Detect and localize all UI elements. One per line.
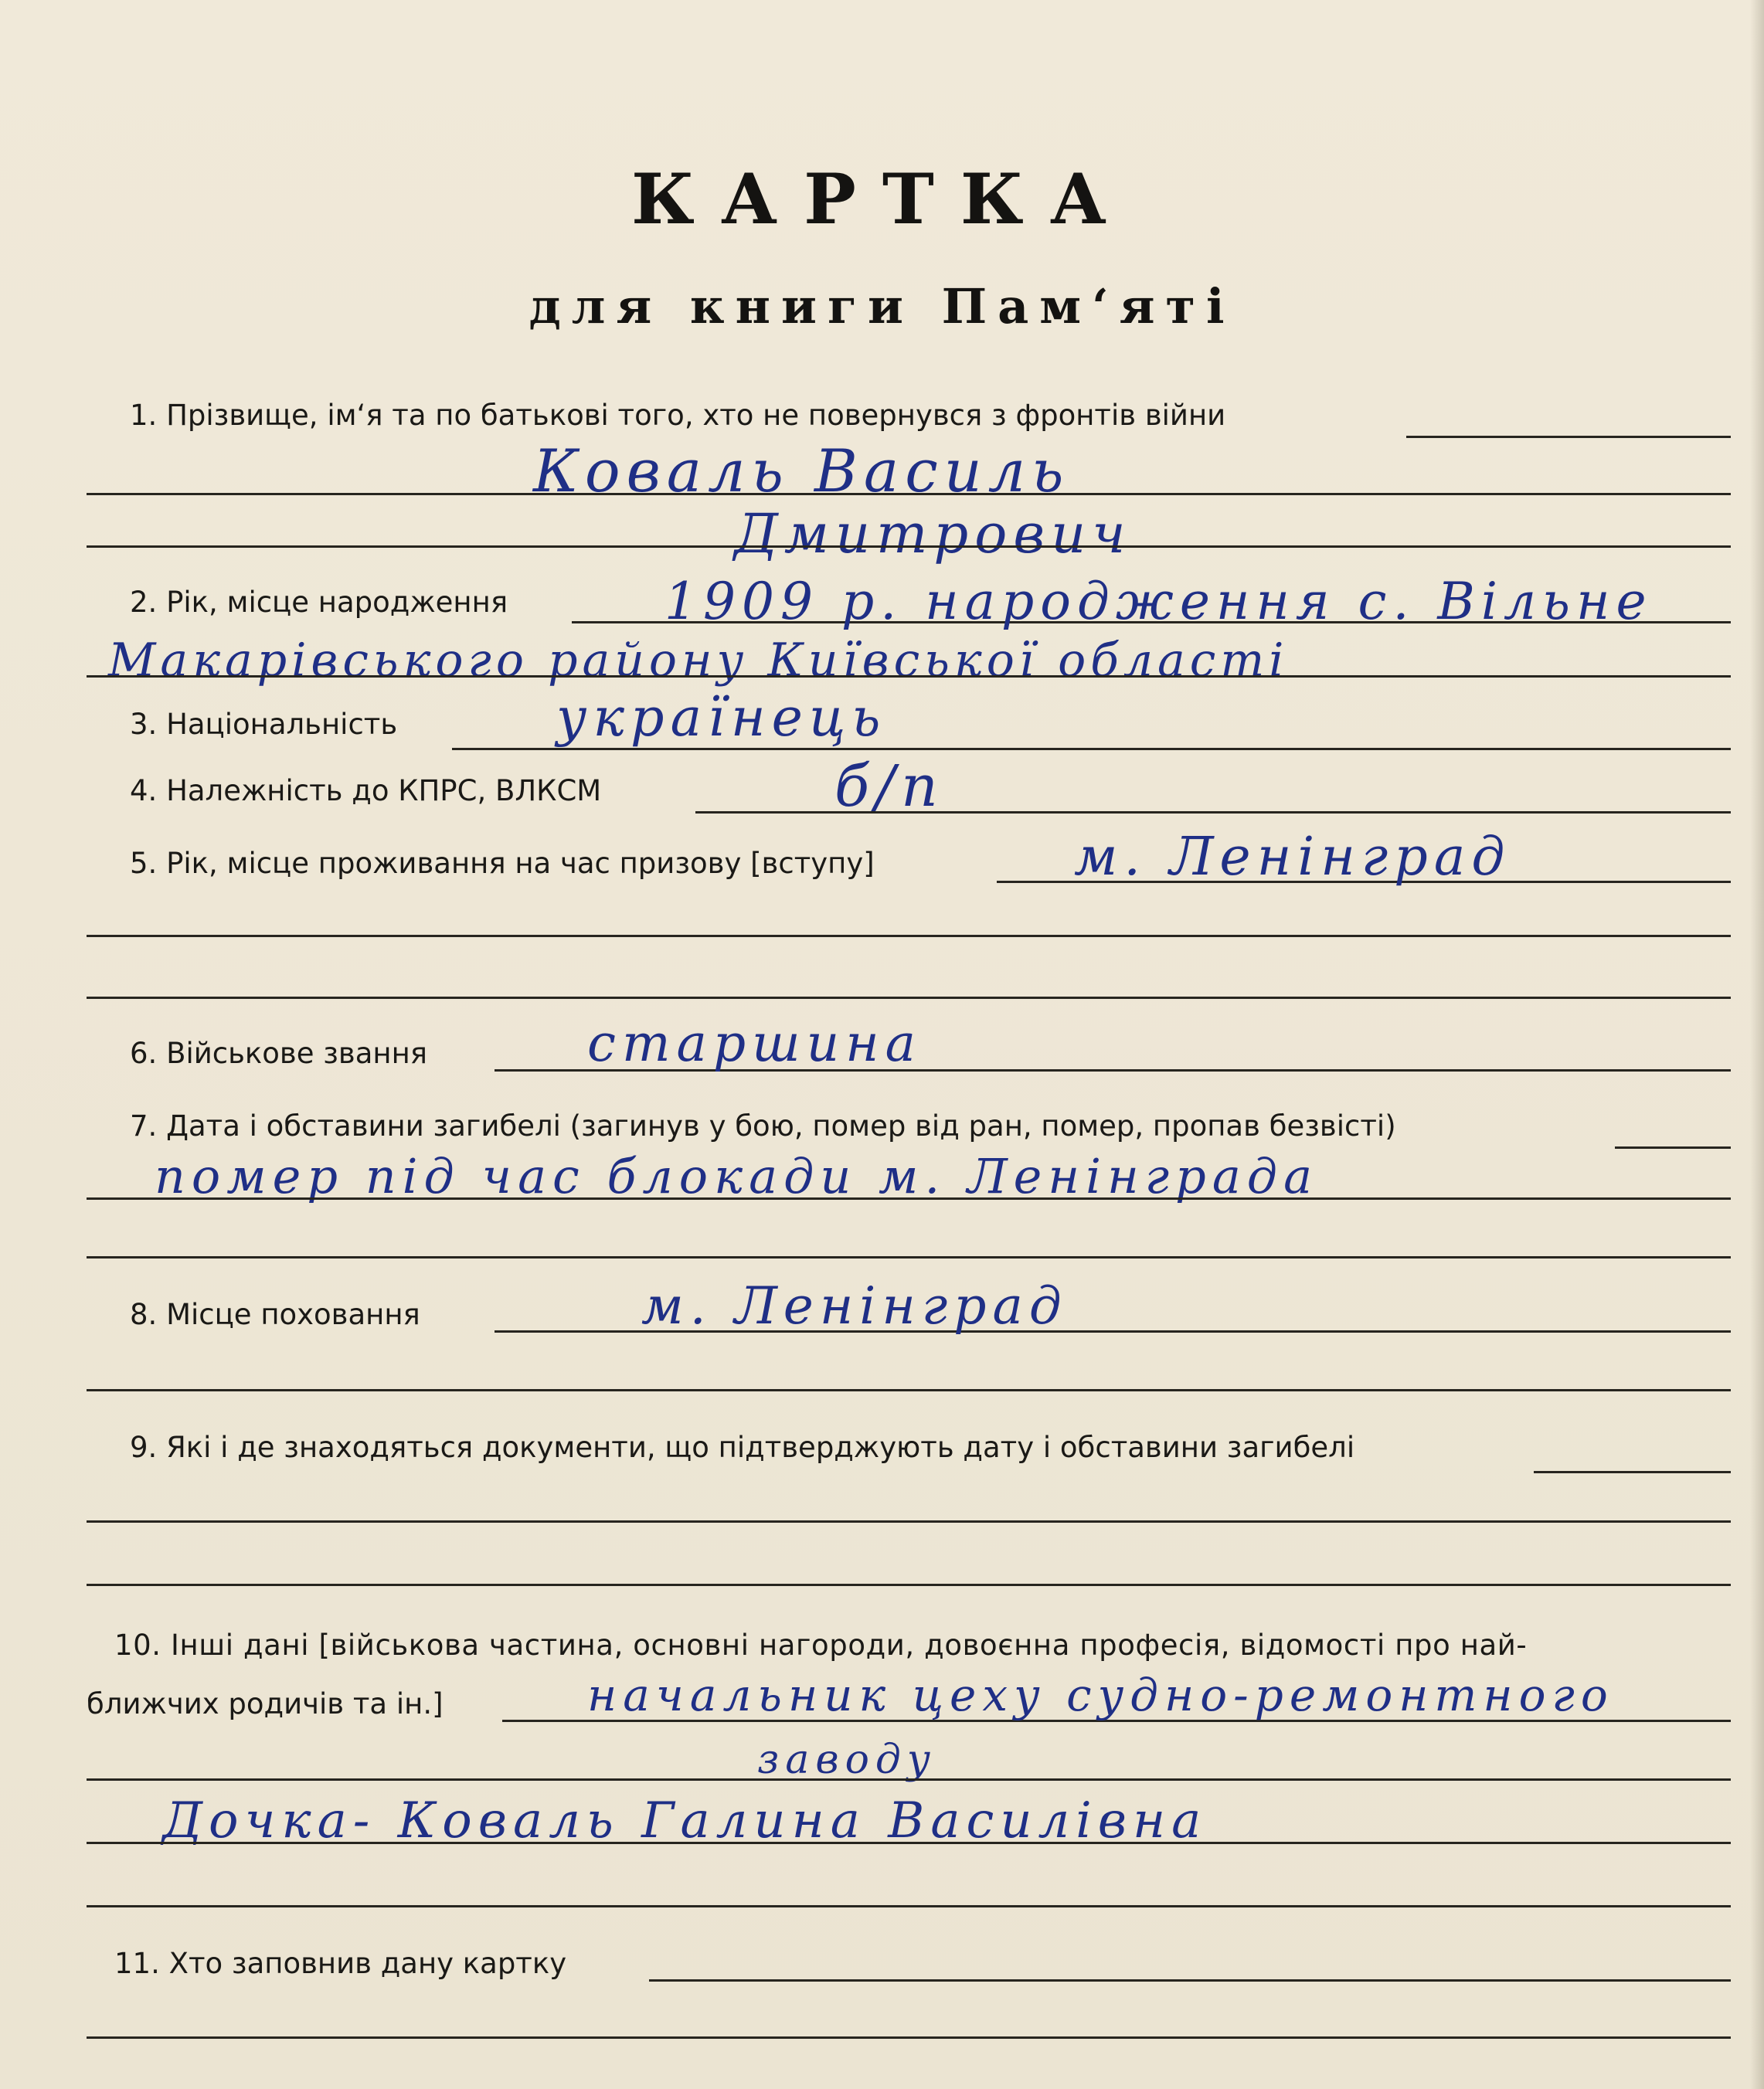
field-9-rule-3 (87, 1584, 1731, 1586)
field-4-value: б/п (834, 753, 944, 820)
field-6-label: 6. Військове звання (130, 1037, 428, 1070)
field-1-rule-2 (87, 493, 1731, 495)
field-10-value-1: начальник цеху судно-ремонтного (587, 1669, 1614, 1721)
field-11-label: 11. Хто заповнив дану картку (114, 1947, 567, 1980)
field-10-rule-4 (87, 1905, 1731, 1907)
field-5-label: 5. Рік, місце проживання на час призову [вступу] (130, 847, 875, 880)
field-8-label: 8. Місце поховання (130, 1298, 420, 1331)
field-10-value-3: Дочка- Коваль Галина Василівна (162, 1792, 1208, 1850)
field-9-label: 9. Які і де знаходяться документи, що підтверджують дату і обставини загибелі (130, 1431, 1355, 1464)
field-9-rule-2 (87, 1520, 1731, 1523)
field-5-rule-3 (87, 997, 1731, 999)
field-10-label: 10. Інші дані [військова частина, основні нагороди, довоєнна професія, відомості про най- (114, 1629, 1528, 1662)
field-11-rule (649, 1979, 1731, 1982)
field-10-rule-3 (87, 1842, 1731, 1844)
field-7-rule-3 (87, 1256, 1731, 1258)
field-1-value-2: Дмитрович (734, 502, 1132, 566)
field-7-label: 7. Дата і обставини загибелі (загинув у бою, помер від ран, помер, пропав безвісті) (130, 1109, 1396, 1143)
field-10-value-2: заводу (757, 1737, 937, 1783)
field-10-rule-2 (87, 1778, 1731, 1781)
card-subtitle: для книги Пам‘яті (529, 278, 1235, 335)
field-1-rule-3 (87, 545, 1731, 548)
field-2-value-1: 1909 р. народження с. Вільне (664, 572, 1653, 631)
field-3-value: українець (556, 688, 887, 749)
field-2-label: 2. Рік, місце народження (130, 586, 508, 619)
field-8-value: м. Ленінград (641, 1276, 1068, 1336)
field-3-label: 3. Національність (130, 708, 398, 741)
field-5-rule-2 (87, 935, 1731, 937)
field-10-label-2: ближчих родичів та ін.] (87, 1687, 444, 1720)
card-title: КАРТКА (631, 158, 1133, 240)
field-7-value: помер під час блокади м. Ленінграда (155, 1148, 1319, 1204)
field-4-label: 4. Належність до КПРС, ВЛКСМ (130, 774, 602, 807)
field-8-rule-2 (87, 1389, 1731, 1391)
field-1-value-1: Коваль Василь (533, 436, 1070, 505)
field-2-rule-2 (87, 675, 1731, 678)
field-5-value: м. Ленінград (1074, 827, 1511, 888)
field-7-rule-2 (87, 1197, 1731, 1200)
field-2-value-2: Макарівського району Київської області (108, 633, 1289, 688)
field-1-rule (1406, 436, 1731, 438)
field-7-rule (1615, 1146, 1731, 1149)
field-6-value: старшина (587, 1014, 922, 1073)
field-1-label: 1. Прізвище, ім‘я та по батькові того, хто не повернувся з фронтів війни (130, 399, 1226, 432)
field-9-rule (1534, 1471, 1731, 1473)
field-11-rule-2 (87, 2036, 1731, 2039)
